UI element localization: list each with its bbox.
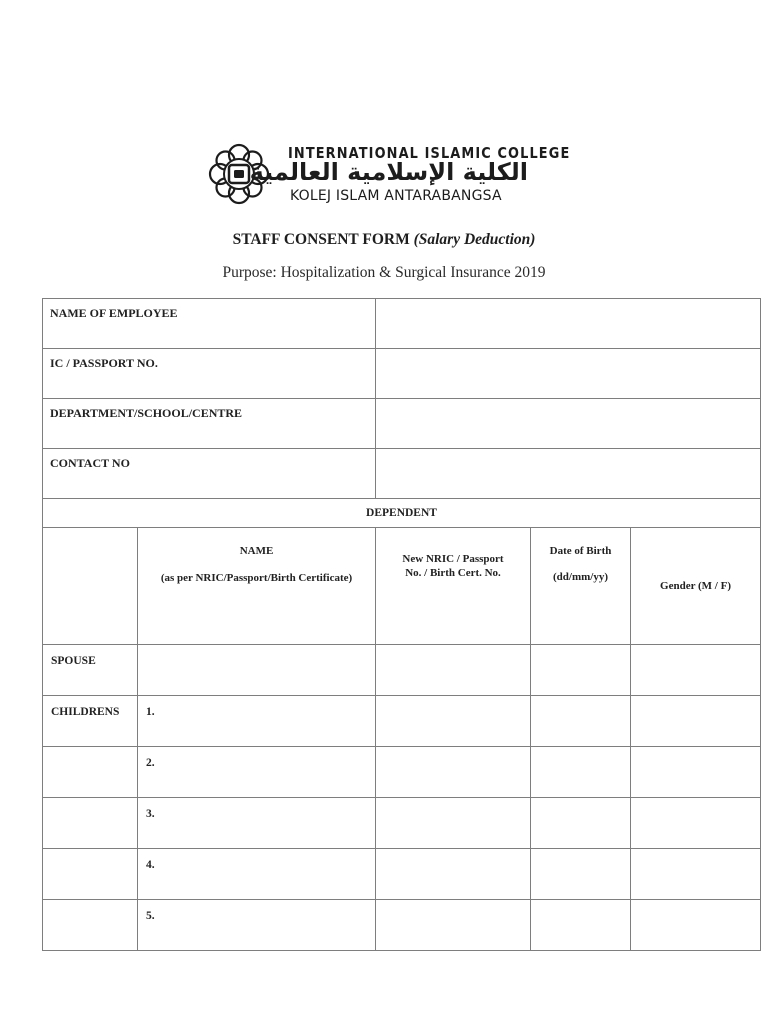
child-4-relation-cell: [43, 849, 138, 900]
child-2-gender-field[interactable]: [631, 747, 761, 798]
child-2-name-field[interactable]: [138, 747, 376, 798]
ic-passport-label: IC / PASSPORT NO.: [43, 349, 376, 399]
department-row: [43, 399, 761, 449]
college-logo: [206, 141, 571, 213]
child-1-dob-field[interactable]: [531, 696, 631, 747]
relation-header-cell: [43, 528, 138, 645]
employee-name-field[interactable]: [376, 299, 761, 349]
form-purpose: Purpose: Hospitalization & Surgical Insurance 2019: [222, 264, 546, 281]
college-name-arabic: الكلية الإسلامية العالمية: [249, 158, 528, 186]
name-column-header: [138, 528, 376, 645]
dependent-column-headers: [43, 528, 761, 645]
child-5-name-field[interactable]: [138, 900, 376, 951]
name-header-note: (as per NRIC/Passport/Birth Certificate): [160, 572, 353, 584]
child-4-gender-field[interactable]: [631, 849, 761, 900]
form-title-sub: (Salary Deduction): [413, 231, 536, 248]
department-field[interactable]: [376, 399, 761, 449]
child-3-dob-field[interactable]: [531, 798, 631, 849]
dob-column-header: [531, 528, 631, 645]
child-4-name-field[interactable]: [138, 849, 376, 900]
spouse-gender-field[interactable]: [631, 645, 761, 696]
contact-no-row: [43, 449, 761, 499]
ic-passport-field[interactable]: [376, 349, 761, 399]
spouse-row: [43, 645, 761, 696]
form-title: [0, 231, 768, 249]
dob-header-format: (dd/mm/yy): [553, 571, 608, 583]
college-name-english: INTERNATIONAL ISLAMIC COLLEGE: [288, 144, 571, 162]
child-1-nric-field[interactable]: [376, 696, 531, 747]
consent-form-table: [42, 298, 761, 951]
child-2-dob-field[interactable]: [531, 747, 631, 798]
child-row-2: [43, 747, 761, 798]
child-row-1: [43, 696, 761, 747]
child-5-nric-field[interactable]: [376, 900, 531, 951]
name-header-label: NAME: [239, 545, 274, 557]
child-3-name-field[interactable]: [138, 798, 376, 849]
employee-name-label: NAME OF EMPLOYEE: [43, 299, 376, 349]
ic-passport-row: [43, 349, 761, 399]
child-number: 4.: [146, 859, 155, 871]
child-5-dob-field[interactable]: [531, 900, 631, 951]
child-row-4: [43, 849, 761, 900]
child-4-nric-field[interactable]: [376, 849, 531, 900]
child-1-name-field[interactable]: [138, 696, 376, 747]
nric-column-header: [376, 528, 531, 645]
child-number: 2.: [146, 757, 155, 769]
child-5-gender-field[interactable]: [631, 900, 761, 951]
child-number: 1.: [146, 706, 155, 718]
contact-no-label: CONTACT NO: [43, 449, 376, 499]
child-number: 5.: [146, 910, 155, 922]
children-label: CHILDRENS: [43, 696, 138, 747]
nric-header-line2: No. / Birth Cert. No.: [405, 567, 501, 579]
nric-header-line1: New NRIC / Passport: [402, 553, 504, 565]
spouse-label: SPOUSE: [43, 645, 138, 696]
child-row-3: [43, 798, 761, 849]
child-row-5: [43, 900, 761, 951]
form-title-main: STAFF CONSENT FORM: [232, 231, 410, 248]
gender-column-header: Gender (M / F): [631, 528, 761, 645]
child-3-gender-field[interactable]: [631, 798, 761, 849]
child-3-relation-cell: [43, 798, 138, 849]
dob-header-label: Date of Birth: [549, 545, 612, 557]
child-4-dob-field[interactable]: [531, 849, 631, 900]
spouse-name-field[interactable]: [138, 645, 376, 696]
child-1-gender-field[interactable]: [631, 696, 761, 747]
child-number: 3.: [146, 808, 155, 820]
spouse-dob-field[interactable]: [531, 645, 631, 696]
child-3-nric-field[interactable]: [376, 798, 531, 849]
employee-name-row: [43, 299, 761, 349]
dependent-heading: DEPENDENT: [43, 499, 761, 528]
spouse-nric-field[interactable]: [376, 645, 531, 696]
child-2-relation-cell: [43, 747, 138, 798]
child-5-relation-cell: [43, 900, 138, 951]
child-2-nric-field[interactable]: [376, 747, 531, 798]
college-name-malay: KOLEJ ISLAM ANTARABANGSA: [290, 188, 502, 204]
contact-no-field[interactable]: [376, 449, 761, 499]
dependent-heading-row: [43, 499, 761, 528]
department-label: DEPARTMENT/SCHOOL/CENTRE: [43, 399, 376, 449]
